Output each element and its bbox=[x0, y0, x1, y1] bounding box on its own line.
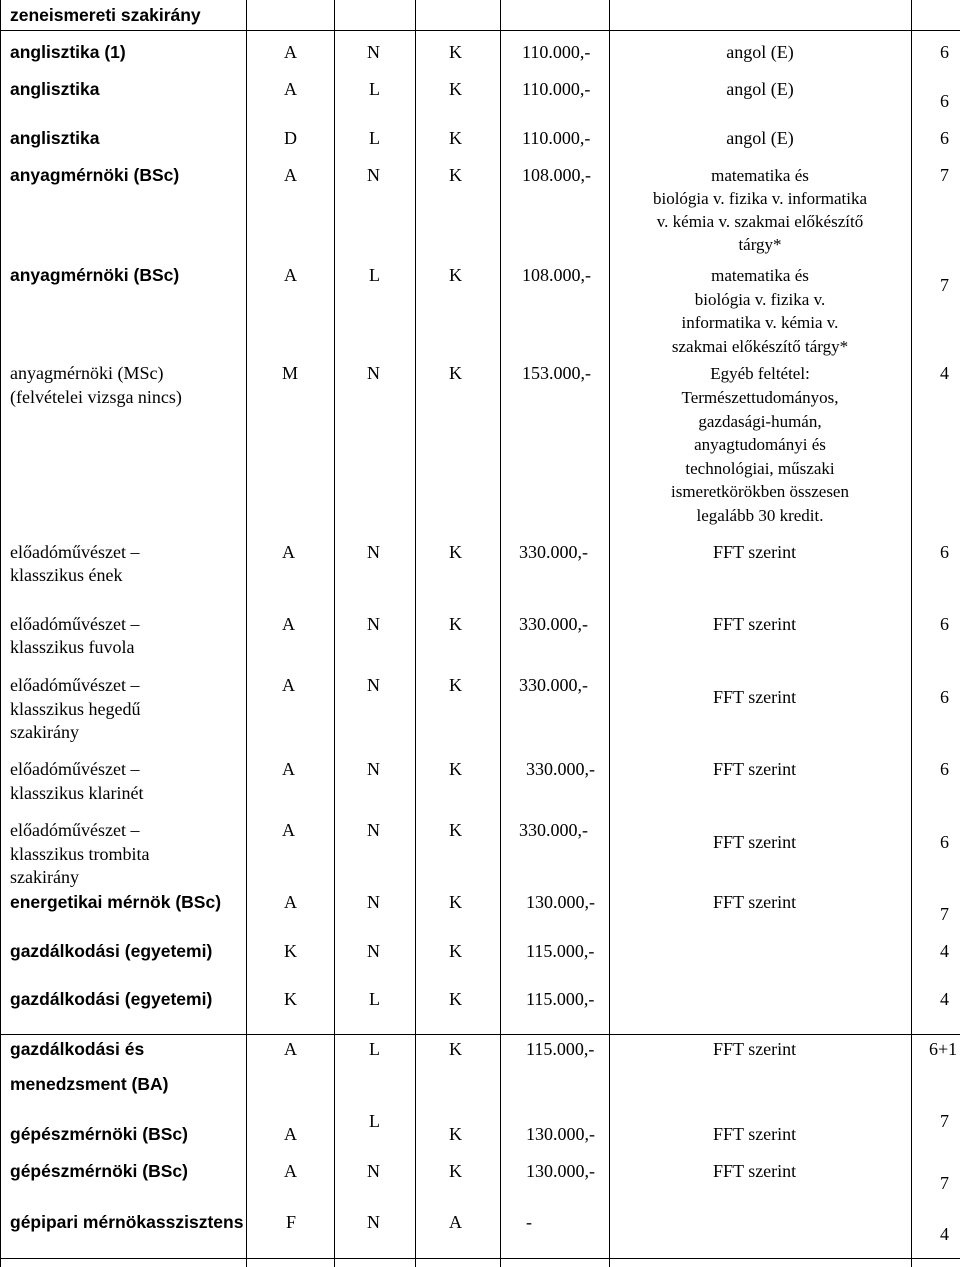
semester-count: 6 bbox=[940, 614, 949, 634]
tuition-fee: 108.000,- bbox=[522, 265, 591, 285]
admission-requirement: FFT szerint bbox=[713, 1161, 797, 1181]
semester-count: 6 bbox=[940, 542, 949, 562]
admission-requirement: matematika és bbox=[711, 166, 809, 185]
tuition-fee: - bbox=[526, 1212, 532, 1232]
program-name: előadóművészet – bbox=[10, 614, 140, 634]
admission-requirement: legalább 30 kredit. bbox=[696, 506, 824, 525]
form-code: A bbox=[284, 42, 297, 62]
semester-count: 6 bbox=[940, 759, 949, 779]
admission-requirement: angol (E) bbox=[726, 42, 794, 62]
semester-count: 6+1 bbox=[929, 1039, 958, 1059]
program-name: szakirány bbox=[10, 722, 79, 742]
column-divider bbox=[500, 0, 501, 1267]
tuition-fee: 110.000,- bbox=[522, 42, 591, 62]
program-name: gazdálkodási (egyetemi) bbox=[10, 941, 213, 961]
form-code: A bbox=[284, 265, 297, 285]
finance-code: K bbox=[449, 1039, 462, 1059]
form-code: K bbox=[284, 941, 297, 961]
schedule-code: N bbox=[367, 542, 380, 562]
semester-count: 6 bbox=[940, 687, 949, 707]
tuition-fee: 330.000,- bbox=[519, 542, 588, 562]
admission-requirement: FFT szerint bbox=[713, 542, 797, 562]
admission-requirement: tárgy* bbox=[738, 235, 782, 254]
schedule-code: N bbox=[367, 614, 380, 634]
schedule-code: N bbox=[367, 42, 380, 62]
form-code: A bbox=[282, 675, 295, 695]
finance-code: K bbox=[449, 892, 462, 912]
admission-requirement: szakmai előkészítő tárgy* bbox=[671, 337, 849, 356]
tuition-fee: 115.000,- bbox=[526, 1039, 595, 1059]
semester-count: 4 bbox=[940, 1224, 949, 1244]
tuition-fee: 330.000,- bbox=[519, 675, 588, 695]
program-name: anyagmérnöki (BSc) bbox=[10, 165, 180, 185]
column-divider bbox=[334, 0, 335, 1267]
finance-code: K bbox=[449, 542, 462, 562]
table-border-left bbox=[0, 0, 1, 1267]
program-name: anyagmérnöki (BSc) bbox=[10, 265, 180, 285]
program-name: anglisztika (1) bbox=[10, 42, 126, 62]
finance-code: K bbox=[449, 1124, 462, 1144]
form-code: A bbox=[284, 1039, 297, 1059]
form-code: M bbox=[282, 363, 299, 383]
semester-count: 7 bbox=[940, 275, 949, 295]
tuition-fee: 330.000,- bbox=[519, 820, 588, 840]
program-name: klasszikus klarinét bbox=[10, 783, 144, 803]
semester-count: 7 bbox=[940, 165, 949, 185]
admission-requirement: gazdasági-humán, bbox=[698, 412, 822, 431]
schedule-code: L bbox=[369, 79, 380, 99]
column-divider bbox=[415, 0, 416, 1267]
column-divider bbox=[609, 0, 610, 1267]
finance-code: K bbox=[449, 79, 462, 99]
schedule-code: L bbox=[369, 989, 380, 1009]
form-code: A bbox=[282, 820, 295, 840]
admission-requirement: FFT szerint bbox=[713, 1124, 797, 1144]
schedule-code: N bbox=[367, 759, 380, 779]
program-name: gépészmérnöki (BSc) bbox=[10, 1161, 188, 1181]
row-divider bbox=[0, 1034, 960, 1035]
program-name: anglisztika bbox=[10, 128, 100, 148]
form-code: A bbox=[282, 759, 295, 779]
semester-count: 7 bbox=[940, 1173, 949, 1193]
finance-code: K bbox=[449, 941, 462, 961]
finance-code: K bbox=[449, 1161, 462, 1181]
admission-requirement: FFT szerint bbox=[713, 832, 797, 852]
schedule-code: L bbox=[369, 265, 380, 285]
finance-code: A bbox=[449, 1212, 462, 1232]
schedule-code: N bbox=[367, 165, 380, 185]
semester-count: 4 bbox=[940, 989, 949, 1009]
program-name: gazdálkodási (egyetemi) bbox=[10, 989, 213, 1009]
program-name: energetikai mérnök (BSc) bbox=[10, 892, 222, 912]
program-name: szakirány bbox=[10, 867, 79, 887]
schedule-code: N bbox=[367, 892, 380, 912]
schedule-code: N bbox=[367, 820, 380, 840]
tuition-fee: 110.000,- bbox=[522, 79, 591, 99]
form-code: A bbox=[282, 542, 295, 562]
finance-code: K bbox=[449, 614, 462, 634]
admission-requirement: Egyéb feltétel: bbox=[710, 364, 810, 383]
schedule-code: N bbox=[367, 675, 380, 695]
semester-count: 6 bbox=[940, 91, 949, 111]
semester-count: 7 bbox=[940, 904, 949, 924]
schedule-code: N bbox=[367, 941, 380, 961]
semester-count: 4 bbox=[940, 363, 949, 383]
form-code: A bbox=[284, 892, 297, 912]
program-name: előadóművészet – bbox=[10, 820, 140, 840]
admission-requirement: angol (E) bbox=[726, 79, 794, 99]
tuition-fee: 130.000,- bbox=[526, 1124, 595, 1144]
program-name: klasszikus ének bbox=[10, 565, 123, 585]
form-code: D bbox=[284, 128, 297, 148]
admission-requirement: angol (E) bbox=[726, 128, 794, 148]
form-code: A bbox=[284, 1161, 297, 1181]
admission-requirement: matematika és bbox=[711, 266, 809, 285]
tuition-fee: 115.000,- bbox=[526, 941, 595, 961]
finance-code: K bbox=[449, 675, 462, 695]
program-name: gépészmérnöki (BSc) bbox=[10, 1124, 188, 1144]
admission-requirement: FFT szerint bbox=[713, 1039, 797, 1059]
tuition-fee: 330.000,- bbox=[519, 614, 588, 634]
semester-count: 4 bbox=[940, 941, 949, 961]
finance-code: K bbox=[449, 363, 462, 383]
form-code: A bbox=[284, 1124, 297, 1144]
program-name: klasszikus hegedű bbox=[10, 699, 141, 719]
program-name: gazdálkodási és bbox=[10, 1039, 145, 1059]
form-code: F bbox=[286, 1212, 297, 1232]
admission-requirement: v. kémia v. szakmai előkészítő bbox=[656, 212, 864, 231]
admission-requirement: anyagtudományi és bbox=[694, 435, 826, 454]
row-divider bbox=[0, 1258, 960, 1259]
semester-count: 7 bbox=[940, 1111, 949, 1131]
tuition-fee: 110.000,- bbox=[522, 128, 591, 148]
schedule-code: L bbox=[369, 128, 380, 148]
column-divider bbox=[911, 0, 912, 1267]
tuition-fee: 330.000,- bbox=[526, 759, 595, 779]
program-note: (felvételei vizsga nincs) bbox=[10, 387, 182, 407]
finance-code: K bbox=[449, 820, 462, 840]
admission-requirement: biológia v. fizika v. informatika bbox=[652, 189, 867, 208]
admission-requirement: FFT szerint bbox=[713, 614, 797, 634]
program-name: előadóművészet – bbox=[10, 759, 140, 779]
tuition-fee: 153.000,- bbox=[522, 363, 591, 383]
row-divider bbox=[0, 30, 960, 31]
admission-requirement: informatika v. kémia v. bbox=[681, 313, 839, 332]
form-code: A bbox=[284, 165, 297, 185]
finance-code: K bbox=[449, 42, 462, 62]
form-code: A bbox=[284, 79, 297, 99]
program-name: klasszikus trombita bbox=[10, 844, 150, 864]
program-name: menedzsment (BA) bbox=[10, 1074, 169, 1094]
admission-requirement: Természettudományos, bbox=[681, 388, 839, 407]
schedule-code: N bbox=[367, 363, 380, 383]
program-name: előadóművészet – bbox=[10, 542, 140, 562]
semester-count: 6 bbox=[940, 832, 949, 852]
schedule-code: N bbox=[367, 1212, 380, 1232]
finance-code: K bbox=[449, 128, 462, 148]
admission-requirement: FFT szerint bbox=[713, 759, 797, 779]
finance-code: K bbox=[449, 759, 462, 779]
program-name: gépipari mérnökasszisztens bbox=[10, 1212, 244, 1232]
schedule-code: L bbox=[369, 1111, 380, 1131]
program-name: anyagmérnöki (MSc) bbox=[10, 363, 164, 383]
tuition-fee: 115.000,- bbox=[526, 989, 595, 1009]
finance-code: K bbox=[449, 265, 462, 285]
tuition-fee: 108.000,- bbox=[522, 165, 591, 185]
schedule-code: N bbox=[367, 1161, 380, 1181]
admission-requirement: biológia v. fizika v. bbox=[694, 290, 826, 309]
semester-count: 6 bbox=[940, 42, 949, 62]
finance-code: K bbox=[449, 165, 462, 185]
finance-code: K bbox=[449, 989, 462, 1009]
schedule-code: L bbox=[369, 1039, 380, 1059]
admission-requirement: technológiai, műszaki bbox=[685, 459, 835, 478]
admission-requirement: FFT szerint bbox=[713, 687, 797, 707]
form-code: A bbox=[282, 614, 295, 634]
form-code: K bbox=[284, 989, 297, 1009]
tuition-fee: 130.000,- bbox=[526, 1161, 595, 1181]
tuition-fee: 130.000,- bbox=[526, 892, 595, 912]
admission-requirement: ismeretkörökben összesen bbox=[671, 482, 849, 501]
program-name: előadóművészet – bbox=[10, 675, 140, 695]
program-name: klasszikus fuvola bbox=[10, 637, 135, 657]
column-divider bbox=[246, 0, 247, 1267]
program-name: zeneismereti szakirány bbox=[10, 5, 201, 25]
admission-requirement: FFT szerint bbox=[713, 892, 797, 912]
semester-count: 6 bbox=[940, 128, 949, 148]
program-name: anglisztika bbox=[10, 79, 100, 99]
